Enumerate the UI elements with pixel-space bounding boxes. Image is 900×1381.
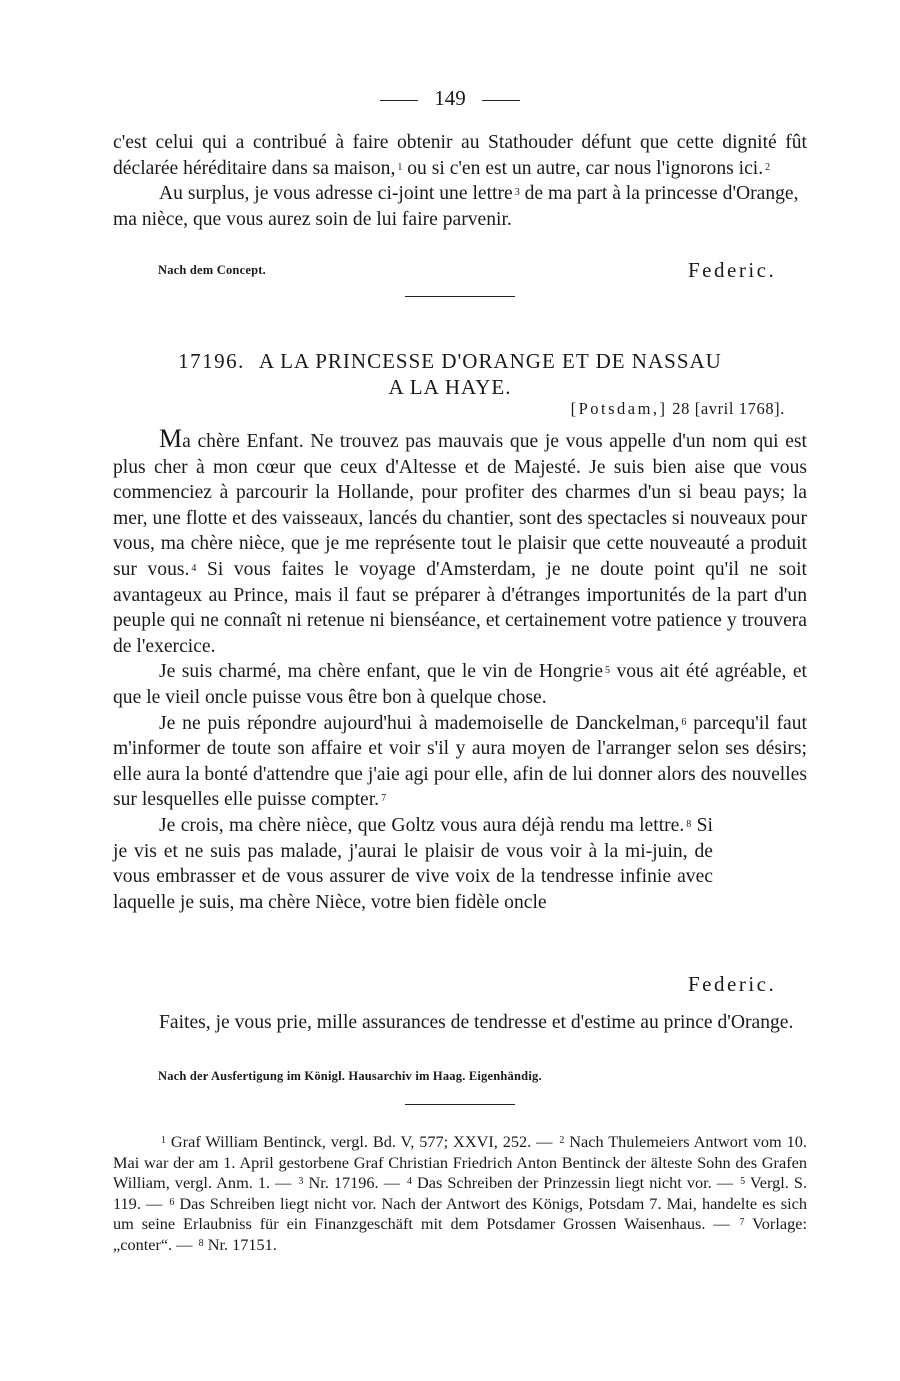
footnote-marker: 7 [739, 1217, 745, 1228]
postscript [113, 1010, 807, 1036]
prev-line: autre, car nous l'ignorons ici. [536, 157, 764, 179]
footnote-text: Vorlage: „conter“. — [113, 1214, 807, 1254]
footnote-text: Das Schreiben liegt nicht vor. Nach der Antwort des Königs, Potsdam 7. Mai, handelte es sich um seine Erlaubniss für ein Finanzgeschäft mit dem Potsdamer Grossen Waisenhaus. — [113, 1193, 808, 1233]
footnote-ref: 1 [397, 161, 403, 173]
letter-date-day: 28 [avril 1768]. [672, 399, 785, 418]
letter-paragraph [113, 813, 713, 915]
page-number: 149 [434, 86, 466, 110]
footnote-marker: 8 [198, 1237, 204, 1249]
footnote-text: Das Schreiben der Prinzessin liegt nicht vor. — [417, 1173, 739, 1192]
letter-number: 17196. [178, 349, 245, 373]
letter-title [0, 348, 900, 400]
footnote-text: Nach Thulemeiers Antwort vom 10. Mai war der am 1. April gestorbene Graf Christian Friedrich Anton Bentinck der älteste Sohn des Grafen William, vergl. Anm. 1. — [113, 1132, 807, 1192]
paragraph-text: parcequ'il faut m'informer de toute son affaire et voir s'il y aura moyen de l'arranger selon ses désirs; elle aura la bonté d'attendre que j'aie agi pour elle, afin de lui donner alors des nouvelles sur lesquelles elle puisse compter. [113, 712, 807, 811]
letter-addressee: A LA PRINCESSE D'ORANGE ET DE NASSAU [258, 349, 722, 373]
letter-body [113, 426, 807, 915]
footnote-marker: 5 [740, 1176, 746, 1187]
prev-closing-paragraph [113, 181, 807, 232]
letter-title-line2: A LA HAYE. [388, 375, 512, 399]
footnote-text: Graf William Bentinck, vergl. Bd. V, 577; XXVI, 252. — [170, 1132, 558, 1151]
letter-paragraph [113, 659, 807, 710]
letter-paragraph [113, 426, 807, 659]
prev-source-note: Nach dem Concept. [158, 263, 266, 277]
paragraph-text: Je crois, ma chère nièce, que Goltz vous aura déjà rendu ma lettre. [159, 814, 685, 836]
footnote-block [113, 1132, 807, 1255]
footnote-text: Vergl. S. 119. — [113, 1173, 808, 1213]
prev-paragraph [113, 130, 807, 181]
paragraph-text: Je ne puis répondre aujourd'hui à mademoiselle de Danckelman, [159, 712, 680, 734]
letter-paragraph [113, 711, 807, 813]
footnote-marker: 2 [559, 1135, 565, 1146]
footnote-marker: 4 [406, 1176, 412, 1187]
page-header [0, 86, 900, 111]
prev-line: Au surplus, je vous adresse ci-joint une lettre [159, 183, 513, 205]
prev-line: princesse d'Orange, ma nièce, que vous aurez soin de lui faire parvenir. [113, 183, 799, 230]
letter-signature: Federic. [688, 972, 777, 996]
footnote-text: Nr. 17151. [207, 1234, 277, 1254]
footnote-ref: 5 [605, 665, 611, 677]
paragraph-text: a chère Enfant. Ne trouvez pas mauvais que je vous appelle d'un nom qui est plus cher à mon cœur que ceux d'Altesse et de Majesté. Je suis bien aise que vous commenciez à parcourir la Hollande, pour profiter des charmes d'un si beau pays; la mer, une flotte et des vaisseaux, lancés du chantier, sont des spectacles si nouveaux pour vous, ma chère nièce, que je me représente tout le plaisir que cette nouveauté a produit sur vous. [113, 431, 807, 580]
letter-date [571, 399, 785, 419]
previous-letter-body [113, 130, 807, 232]
header-dash-left [380, 100, 418, 101]
letter-title-line1 [0, 348, 900, 374]
footnote-ref: 8 [686, 818, 692, 830]
prev-line: cette dignité fût déclarée héréditaire dans sa maison, [113, 132, 807, 179]
prev-signature: Federic. [688, 258, 777, 282]
prev-line: de ma part à la [519, 183, 640, 205]
letter-date-place: [Potsdam,] [570, 399, 668, 418]
header-dash-right [482, 100, 520, 101]
footnote-ref: 7 [381, 793, 387, 805]
paragraph-text: Je suis charmé, ma chère enfant, que le vin de Hongrie [159, 661, 604, 683]
paragraph-text: Si vous faites le voyage d'Amsterdam, je ne doute point qu'il ne soit avantageux au Prince, mais il faut se préparer à d'étranges importunités de la part d'un peuple qui ne connaît ni retenue ni bienséance, et certainement votre patience y trouvera de l'exercice. [113, 558, 807, 657]
footnote-ref: 2 [765, 161, 771, 173]
footnote-ref: 4 [191, 562, 197, 574]
footnote-marker: 1 [161, 1135, 166, 1146]
postscript-text: Faites, je vous prie, mille assurances de tendresse et d'estime au prince d'Orange. [159, 1012, 794, 1033]
footnote-ref: 3 [514, 187, 520, 199]
paragraph-text: Si je vis et ne suis pas malade, j'aurai le plaisir de vous voir à la mi-juin, de vous embrasser et de vous assurer de vive voix de la tendresse infinie avec laquelle je suis, ma chère Nièce, votre bien fidèle oncle [113, 814, 713, 913]
footnotes [113, 1132, 807, 1255]
letter-source-note: Nach der Ausfertigung im Königl. Hausarchiv im Haag. Eigenhändig. [158, 1069, 542, 1083]
footnote-divider [405, 1104, 515, 1105]
footnote-marker: 6 [169, 1196, 175, 1208]
prev-line: ou si c'en est un [402, 157, 532, 179]
footnote-text: Nr. 17196. — [308, 1173, 405, 1192]
footnote-ref: 6 [681, 716, 687, 728]
prev-line: c'est celui qui a contribué à faire obtenir au Stathouder défunt que [113, 132, 669, 153]
footnote-marker: 3 [298, 1176, 304, 1187]
salutation-initial: M [159, 424, 183, 453]
section-divider [405, 296, 515, 297]
paragraph-text: vous ait été agréable, et que le vieil oncle puisse vous être bon à quelque chose. [113, 661, 807, 708]
